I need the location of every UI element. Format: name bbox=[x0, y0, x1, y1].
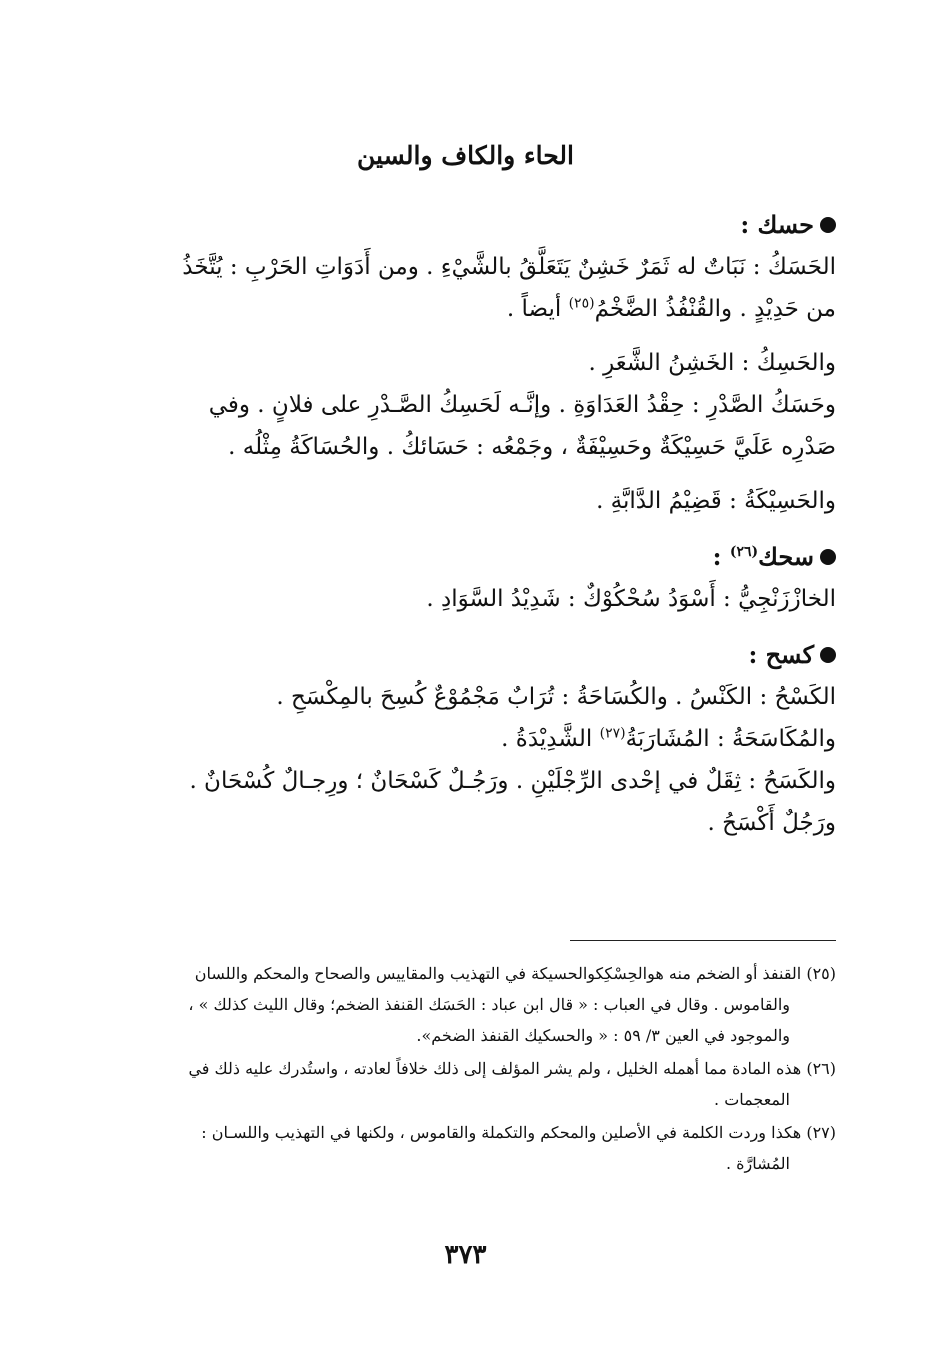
entry-heading-hsk bbox=[116, 204, 836, 246]
footnote-ref: (٢٥) bbox=[568, 295, 595, 312]
text-span: من حَدِيْدٍ . والقُنْفُذُ الضَّخْمُ bbox=[594, 296, 836, 322]
text-line: ورَجُلٌ أَكْسَحُ . bbox=[707, 810, 836, 836]
footnote-line: المعجمات . bbox=[714, 1090, 790, 1109]
footnote-ref: (٢٧) bbox=[599, 725, 626, 742]
entry-heading-ksh bbox=[116, 634, 836, 676]
text-line bbox=[116, 718, 836, 760]
footnote-divider bbox=[570, 940, 836, 941]
footnote-line: المُشارَّة . bbox=[726, 1154, 790, 1173]
entry-heading-text: حسك : bbox=[740, 210, 814, 239]
dictionary-body bbox=[116, 204, 836, 844]
footnote-line: (٢٧) هكذا وردت الكلمة في الأصلين والمحكم والتكملة والقاموس ، ولكنها في التهذيب واللسـان : bbox=[201, 1123, 836, 1142]
footnote-line: (٢٦) هذه المادة مما أهمله الخليل ، ولم يشر المؤلف إلى ذلك خلافاً لعادته ، واستُدرك عليه ذلك في bbox=[188, 1059, 836, 1078]
entry-heading-tail: : bbox=[712, 542, 730, 571]
entry-heading-text: كسح : bbox=[748, 640, 814, 669]
text-line: صَدْرِه عَلَيَّ حَسِيْكَةٌ وحَسِيْفَةٌ ، وجَمْعُه : حَسَائكُ . والحُسَاكَةُ مِثْلُه . bbox=[228, 434, 836, 460]
bullet-icon bbox=[820, 549, 836, 565]
footnote-line: والموجود في العين ٣/ ٥٩ : « والحسكيك القنفذ الضخم». bbox=[416, 1026, 790, 1045]
text-span: الشَّدِيْدَةُ . bbox=[501, 726, 600, 752]
entry-heading-shk bbox=[116, 536, 836, 578]
footnotes bbox=[116, 958, 836, 1181]
text-span: أيضاً . bbox=[506, 296, 562, 322]
bullet-icon bbox=[820, 647, 836, 663]
page-number: ٣٧٣ bbox=[444, 1240, 487, 1270]
text-line: الخازْزَنْجِيُّ : أَسْوَدُ سُحْكُوْكٌ : شَدِيْدُ السَّوَادِ . bbox=[426, 586, 836, 612]
footnote-line: والقاموس . وقال في العباب : « قال ابن عباد : الحَسَك القنفذ الضخم؛ وقال الليث كذلك » ، bbox=[188, 995, 790, 1014]
text-line bbox=[116, 288, 836, 330]
footnote-25 bbox=[116, 958, 836, 1051]
bullet-icon bbox=[820, 217, 836, 233]
footnote-27 bbox=[116, 1117, 836, 1179]
text-span: والمُكَاسَحَةُ : المُشَارَبَةُ bbox=[625, 726, 836, 752]
text-line: والكَسَحُ : ثِقَلٌ في إحْدى الرِّجْلَيْنِ . ورَجُـلٌ كَسْحَانٌ ؛ ورِجـالٌ كُسْحَانٌ . bbox=[189, 768, 836, 794]
footnote-line: (٢٥) القنفذ أو الضخم منه هوالحِسْكِكوالحسيكة في التهذيب والمقاييس والصحاح والمحكم واللسان bbox=[194, 964, 836, 983]
page-header: الحاء والكاف والسين bbox=[357, 141, 574, 170]
text-line: والحَسِيْكَةُ : قَضِيْمُ الدَّابَّةِ . bbox=[596, 488, 836, 514]
text-line: الحَسَكُ : نَبَاتٌ له ثَمَرٌ خَشِنٌ يَتَعَلَّقُ بالشَّيْءِ . ومن أَدَوَاتِ الحَرْبِ : يُتَّخَذُ bbox=[182, 254, 836, 280]
footnote-ref: (٢٦) bbox=[729, 544, 759, 560]
text-line: وحَسَكُ الصَّدْرِ : حِقْدُ العَدَاوَةِ . وإنَّـه لَحَسِكُ الصَّـدْرِ على فلانٍ . وفي bbox=[208, 392, 836, 418]
text-line: والحَسِكُ : الخَشِنُ الشَّعَرِ . bbox=[588, 350, 836, 376]
entry-heading-text: سحك bbox=[758, 542, 814, 571]
footnote-26 bbox=[116, 1053, 836, 1115]
text-line: الكَسْحُ : الكَنْسُ . والكُسَاحَةُ : تُرَابٌ مَجْمُوْعٌ كُسِحَ بالمِكْسَحِ . bbox=[276, 684, 836, 710]
